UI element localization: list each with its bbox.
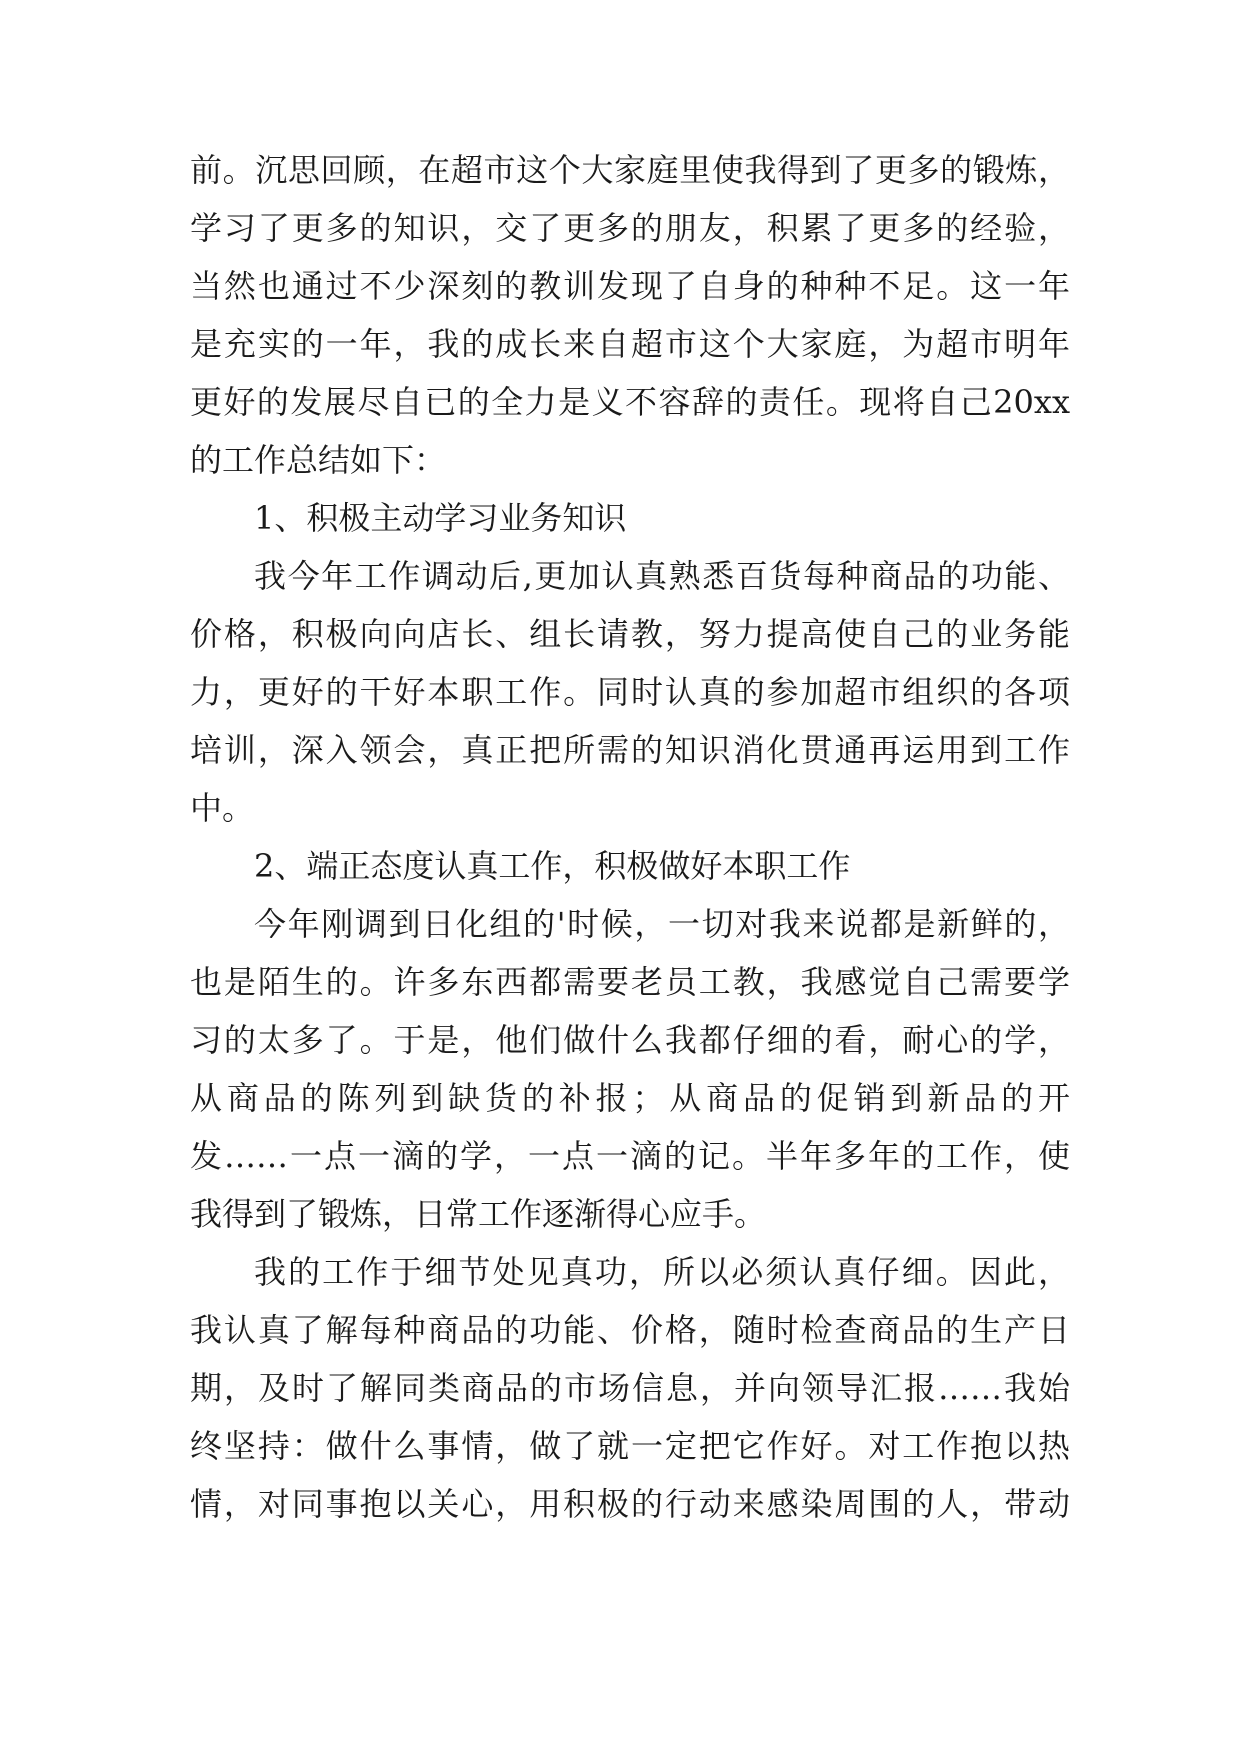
paragraph-line: 前。沉思回顾，在超市这个大家庭里使我得到了更多的锻炼， [190,151,1070,189]
paragraph-line: 今年刚调到日化组的'时候，一切对我来说都是新鲜的， [254,905,1070,943]
paragraph-line: 学习了更多的知识，交了更多的朋友，积累了更多的经验， [190,209,1070,247]
paragraph-line: 发……一点一滴的学，一点一滴的记。半年多年的工作，使 [190,1137,1070,1175]
paragraph-line: 习的太多了。于是，他们做什么我都仔细的看，耐心的学， [190,1021,1070,1059]
paragraph-line: 更好的发展尽自已的全力是义不容辞的责任。现将自己20xx [190,383,1070,421]
paragraph-line: 我的工作于细节处见真功，所以必须认真仔细。因此， [254,1253,1070,1291]
paragraph-line: 我得到了锻炼，日常工作逐渐得心应手。 [190,1195,767,1233]
paragraph-line: 价格，积极向向店长、组长请教，努力提高使自己的业务能 [190,615,1070,653]
paragraph-line: 情，对同事抱以关心，用积极的行动来感染周围的人，带动 [190,1485,1070,1523]
paragraph-line: 当然也通过不少深刻的教训发现了自身的种种不足。这一年 [190,267,1070,305]
section-heading: 1、积极主动学习业务知识 [254,499,627,537]
paragraph-line: 终坚持：做什么事情，做了就一定把它作好。对工作抱以热 [190,1427,1070,1465]
paragraph-line: 培训，深入领会，真正把所需的知识消化贯通再运用到工作 [190,731,1070,769]
paragraph-line: 力，更好的干好本职工作。同时认真的参加超市组织的各项 [190,673,1070,711]
paragraph-line: 也是陌生的。许多东西都需要老员工教，我感觉自己需要学 [190,963,1070,1001]
paragraph-line: 是充实的一年，我的成长来自超市这个大家庭，为超市明年 [190,325,1070,363]
paragraph-line: 中。 [190,789,255,827]
paragraph-line: 的工作总结如下： [190,441,447,479]
paragraph-line: 我今年工作调动后,更加认真熟悉百货每种商品的功能、 [254,557,1070,595]
section-heading: 2、端正态度认真工作，积极做好本职工作 [254,847,851,885]
paragraph-line: 从商品的陈列到缺货的补报；从商品的促销到新品的开 [190,1079,1070,1117]
paragraph-line: 期，及时了解同类商品的市场信息，并向领导汇报……我始 [190,1369,1070,1407]
paragraph-line: 我认真了解每种商品的功能、价格，随时检查商品的生产日 [190,1311,1070,1349]
